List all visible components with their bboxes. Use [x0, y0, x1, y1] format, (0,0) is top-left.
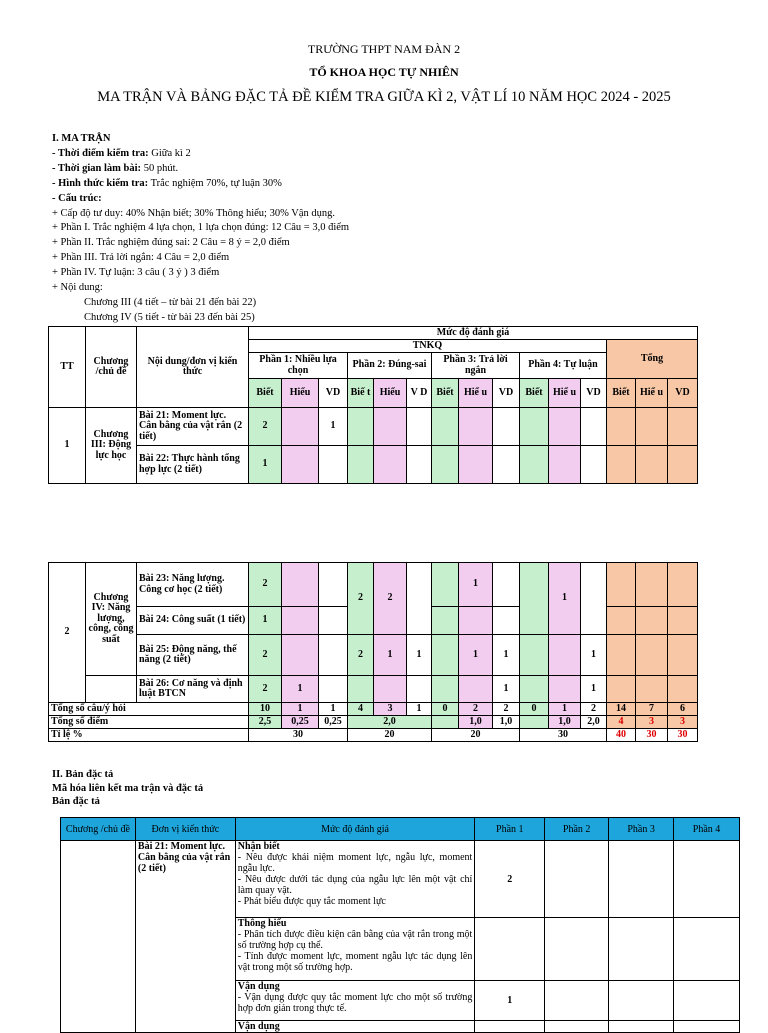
content-line: Chương III (4 tiết – từ bài 21 đến bài 22): [84, 296, 257, 308]
points-cell: 2,5: [249, 716, 282, 729]
sub-header: Biế t: [348, 379, 374, 408]
total-cell: 1: [549, 703, 581, 716]
percent-cell: 40: [607, 729, 636, 742]
matrix-cell: 1: [319, 408, 348, 446]
content-line: Chương IV (5 tiết - từ bài 23 đến bài 25): [84, 311, 255, 323]
section2-sub2: Bản đặc tả: [52, 796, 100, 807]
spec-level-nb: Nhận biết - Nêu được khái niệm moment lực, ngẫu lực, moment ngẫu lực. - Nêu được dưới tác dụng của ngẫu lực lên một vật chỉ làm quay vật. - Phát biểu được quy tắc moment lực: [235, 841, 475, 918]
exam-format-line: - Hình thức kiểm tra: Trắc nghiệm 70%, tự luận 30%: [52, 177, 282, 189]
matrix-cell: 1: [459, 635, 493, 676]
sub-header: VD: [319, 379, 348, 408]
matrix-cell: 1: [493, 676, 520, 703]
total-cell: 2: [459, 703, 493, 716]
points-cell: 2,0: [348, 716, 432, 729]
spec-header-part4: Phần 4: [674, 818, 740, 841]
sub-header: VD: [493, 379, 520, 408]
chapter-name: Chương IV: Năng lượng, công, công suất: [86, 563, 137, 676]
section2-sub1: Mã hóa liên kết ma trận và đặc tả: [52, 782, 204, 794]
percent-cell: 30: [668, 729, 698, 742]
matrix-cell: 1: [493, 635, 520, 676]
percent-cell: 20: [432, 729, 520, 742]
spec-unit: Bài 21: Moment lực. Cân bằng của vật rắn (2 tiết): [135, 841, 235, 1033]
spec-cell: 1: [475, 981, 545, 1021]
sub-header: Hiểu: [374, 379, 407, 408]
percent-cell: 20: [348, 729, 432, 742]
exam-time-line: - Thời điểm kiểm tra: Giữa kì 2: [52, 147, 191, 159]
structure-line: + Phần IV. Tự luận: 3 câu ( 3 ý ) 3 điểm: [52, 267, 220, 279]
header-total: Tổng: [607, 340, 698, 379]
spec-header-part3: Phần 3: [609, 818, 674, 841]
sub-header: Biết: [432, 379, 459, 408]
total-cell: 3: [374, 703, 407, 716]
points-cell: 1,0: [459, 716, 493, 729]
header-part3: Phần 3: Trả lời ngắn: [432, 353, 520, 379]
row-tt: 1: [49, 408, 86, 484]
points-cell: 1,0: [493, 716, 520, 729]
sub-header: VD: [668, 379, 698, 408]
percent-label: Tỉ lệ %: [49, 729, 249, 742]
structure-line: + Phần I. Trắc nghiệm 4 lựa chọn, 1 lựa chọn đúng: 12 Câu = 3,0 điểm: [52, 222, 350, 234]
matrix-table-part2: [48, 562, 698, 742]
matrix-cell: 2: [249, 635, 282, 676]
matrix-cell: 2: [249, 676, 282, 703]
total-cell: 14: [607, 703, 636, 716]
percent-cell: 30: [249, 729, 348, 742]
structure-line: + Nội dung:: [52, 282, 103, 294]
header-tnkq: TNKQ: [249, 340, 607, 353]
sub-header: Hiểu: [282, 379, 319, 408]
row-tt: 2: [49, 563, 86, 703]
matrix-cell: 1: [549, 563, 581, 635]
exam-duration-line: - Thời gian làm bài: 50 phút.: [52, 162, 179, 174]
matrix-cell: 2: [249, 408, 282, 446]
sub-header: Biết: [249, 379, 282, 408]
lesson-name: Bài 22: Thực hành tổng hợp lực (2 tiết): [137, 446, 249, 484]
total-cell: 1: [407, 703, 432, 716]
lesson-name: Bài 24: Công suất (1 tiết): [137, 607, 249, 635]
matrix-cell: 2: [348, 563, 374, 635]
school-name: TRƯỜNG THPT NAM ĐÀN 2: [307, 42, 461, 56]
total-cell: 2: [493, 703, 520, 716]
points-cell: 1,0: [549, 716, 581, 729]
structure-line: + Phần II. Trắc nghiệm đúng sai: 2 Câu = 8 ý = 2,0 điểm: [52, 237, 290, 249]
spec-header-unit: Đơn vị kiến thức: [135, 818, 235, 841]
total-cell: 1: [319, 703, 348, 716]
header-chapter: Chương /chủ đề: [86, 327, 137, 408]
spec-table: [60, 817, 740, 1033]
total-points-label: Tổng số điểm: [49, 716, 249, 729]
sub-header: Hiể u: [459, 379, 493, 408]
header-tt: TT: [49, 327, 86, 408]
matrix-cell: [282, 408, 319, 446]
lesson-name: Bài 21: Moment lực. Cân bằng của vật rắn (2 tiết): [137, 408, 249, 446]
spec-header-chapter: Chương /chủ đề: [61, 818, 136, 841]
percent-cell: 30: [520, 729, 607, 742]
chapter-name: Chương III: Động lực học: [86, 408, 137, 484]
structure-line: + Phần III. Trả lời ngắn: 4 Câu = 2,0 điểm: [52, 252, 230, 264]
lesson-name: Bài 25: Động năng, thế năng (2 tiết): [137, 635, 249, 676]
total-cell: 6: [668, 703, 698, 716]
department-name: TỔ KHOA HỌC TỰ NHIÊN: [309, 65, 459, 79]
points-cell: 3: [668, 716, 698, 729]
section1-intro: [52, 132, 349, 326]
section2-header: [52, 768, 203, 809]
total-cell: 10: [249, 703, 282, 716]
total-cell: 4: [348, 703, 374, 716]
matrix-cell: 1: [581, 676, 607, 703]
lesson-name: Bài 23: Năng lượng. Công cơ học (2 tiết): [137, 563, 249, 607]
matrix-cell: 1: [282, 676, 319, 703]
points-cell: 2,0: [581, 716, 607, 729]
sub-header: V D: [407, 379, 432, 408]
spec-header-level: Mức độ đánh giá: [235, 818, 475, 841]
points-cell: 3: [636, 716, 668, 729]
matrix-cell: 1: [581, 635, 607, 676]
total-cell: 1: [282, 703, 319, 716]
header-part1: Phần 1: Nhiều lựa chọn: [249, 353, 348, 379]
matrix-cell: 1: [249, 446, 282, 484]
sub-header: Hiể u: [549, 379, 581, 408]
header-content: Nội dung/đơn vị kiến thức: [137, 327, 249, 408]
total-cell: 7: [636, 703, 668, 716]
document-title: MA TRẬN VÀ BẢNG ĐẶC TẢ ĐỀ KIỂM TRA GIỮA KÌ 2, VẬT LÍ 10 NĂM HỌC 2024 - 2025: [97, 89, 671, 105]
header-level: Mức độ đánh giá: [249, 327, 698, 340]
percent-cell: 30: [636, 729, 668, 742]
spec-header-part2: Phần 2: [545, 818, 609, 841]
lesson-name: Bài 26: Cơ năng và định luật BTCN: [137, 676, 249, 703]
points-cell: 0,25: [282, 716, 319, 729]
points-cell: 0,25: [319, 716, 348, 729]
spec-level-next: Vận dụng: [235, 1021, 475, 1033]
section2-heading: II. Bản đặc tả: [52, 769, 114, 780]
matrix-cell: 2: [348, 635, 374, 676]
matrix-cell: 1: [459, 563, 493, 607]
header-part4: Phần 4: Tự luận: [520, 353, 607, 379]
spec-level-th: Thông hiểu - Phân tích được điều kiện cân bằng của vật rắn trong một số trường hợp cụ thể. - Tính được moment lực, moment ngẫu lực tác dụng lên vật trong một số trường hợp.: [235, 918, 475, 981]
sub-header: Biết: [520, 379, 549, 408]
sub-header: Biết: [607, 379, 636, 408]
total-cell: 0: [432, 703, 459, 716]
sub-header: Hiể u: [636, 379, 668, 408]
sub-header: VD: [581, 379, 607, 408]
section1-heading: I. MA TRẬN: [52, 133, 111, 144]
matrix-cell: 1: [374, 635, 407, 676]
matrix-cell: 2: [374, 563, 407, 635]
structure-label: - Cấu trúc:: [52, 192, 102, 204]
matrix-cell: 1: [249, 607, 282, 635]
total-questions-label: Tổng số câu/ý hỏi: [49, 703, 249, 716]
matrix-cell: 2: [249, 563, 282, 607]
spec-cell: 2: [475, 841, 545, 918]
matrix-cell: 1: [407, 635, 432, 676]
matrix-table-part1: [48, 326, 698, 484]
total-cell: 2: [581, 703, 607, 716]
spec-header-part1: Phần 1: [475, 818, 545, 841]
header-part2: Phần 2: Đúng-sai: [348, 353, 432, 379]
points-cell: 4: [607, 716, 636, 729]
total-cell: 0: [520, 703, 549, 716]
spec-level-vd: Vận dụng - Vận dụng được quy tắc moment lực cho một số trường hợp đơn giản trong thực tế.: [235, 981, 475, 1021]
structure-line: + Cấp độ tư duy: 40% Nhận biết; 30% Thông hiểu; 30% Vận dụng.: [52, 207, 336, 219]
